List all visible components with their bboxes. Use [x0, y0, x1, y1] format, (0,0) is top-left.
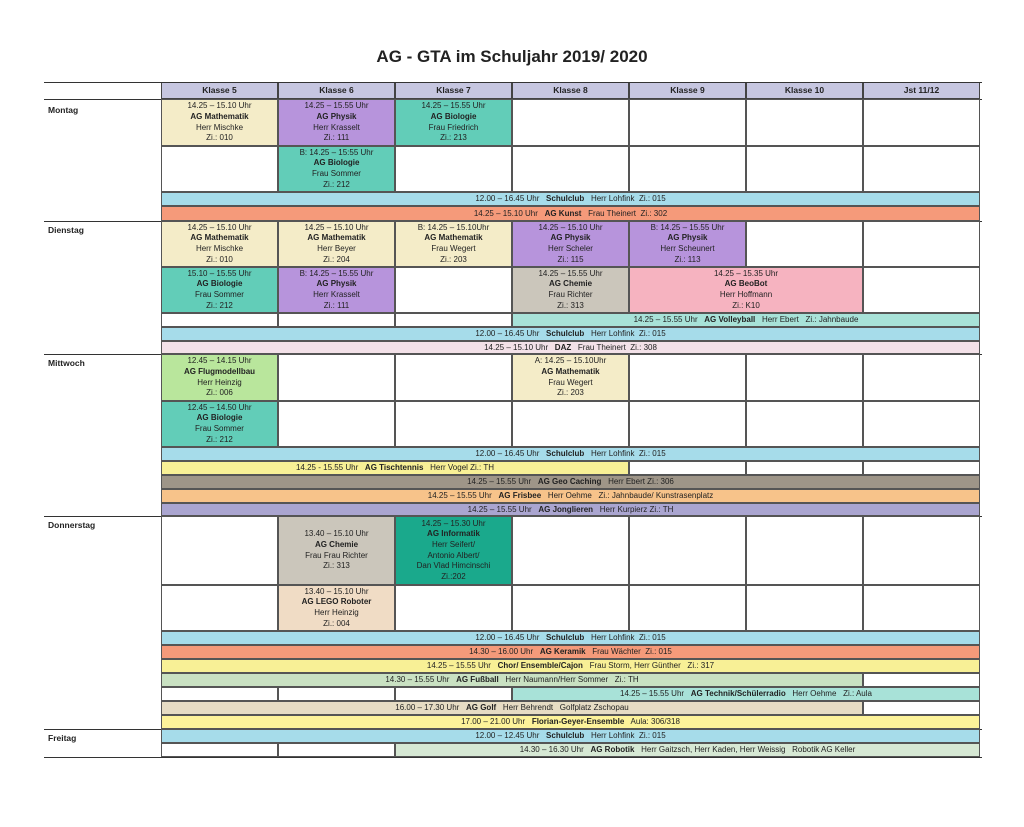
cell-di-k5: [161, 221, 278, 267]
row-mo-r1: [161, 192, 980, 206]
activity-detail: Herr Beyer: [317, 244, 356, 253]
activity-name: AG Mathematik: [424, 233, 483, 243]
empty-cell: [629, 146, 746, 192]
activity-detail: Zi.: 113: [674, 254, 701, 264]
activity-detail: Herr Krasselt: [313, 290, 360, 299]
row-detail: Herr Oehme Zi.: Aula: [792, 689, 872, 698]
activity-detail: Herr Hoffmann: [719, 290, 773, 299]
row-activity: AG Geo Caching: [537, 477, 602, 486]
activity-name: AG Physik: [550, 233, 591, 243]
row-detail: Frau Theinert Zi.: 302: [588, 209, 668, 218]
activity-detail: 14.25 – 15.55 Uhr: [421, 101, 486, 111]
cell-mo-k6b: [278, 146, 395, 192]
activity-detail: 14.25 – 15.10 Uhr: [187, 101, 252, 111]
empty-cell: [863, 401, 980, 447]
activity-detail: Zi.: 313: [557, 300, 584, 310]
cell-mi-k5: [161, 354, 278, 401]
row-time: 14.30 – 16.00 Uhr: [469, 647, 534, 656]
empty-cell: [863, 99, 980, 146]
row-activity: DAZ: [554, 343, 572, 352]
activity-detail: B: 14.25 – 15:55 Uhr: [299, 147, 374, 157]
activity-detail: Herr Scheunert: [660, 244, 715, 253]
row-di-r1: [512, 313, 980, 327]
row-time: 14.25 – 15.10 Uhr: [484, 343, 549, 352]
empty-cell: [161, 516, 278, 585]
empty-cell: [863, 673, 980, 687]
activity-detail: Dan Vlad Himcinschi: [416, 561, 491, 571]
activity-detail: Herr Mischke: [195, 122, 244, 132]
activity-name: AG Physik: [316, 111, 357, 121]
activity-detail: Zi.: 111: [323, 133, 350, 143]
day-label-freitag: Freitag: [48, 733, 77, 743]
row-do-r1: [161, 631, 980, 645]
row-detail: Herr Ebert Zi.: Jahnbaude: [761, 315, 859, 324]
empty-cell: [161, 146, 278, 192]
row-activity: Florian-Geyer-Ensemble: [531, 717, 625, 726]
row-detail: Herr Oehme Zi.: Jahnbaude/ Kunstrasenplatz: [547, 491, 714, 500]
empty-cell: [629, 516, 746, 585]
activity-detail: Frau Sommer: [195, 424, 244, 433]
activity-detail: Herr Krasselt: [313, 122, 360, 132]
header-klasse-10: Klasse 10: [746, 82, 863, 99]
row-time: 12.00 – 16.45 Uhr: [475, 449, 540, 458]
row-fr-r2: [395, 743, 980, 757]
activity-detail: 13.40 – 15.10 Uhr: [304, 529, 369, 539]
empty-cell: [629, 461, 746, 475]
activity-detail: Herr Seifert/: [431, 539, 476, 549]
cell-do-k6b: [278, 585, 395, 631]
header-klasse-8: Klasse 8: [512, 82, 629, 99]
row-detail: Herr Lohfink Zi.: 015: [590, 633, 666, 642]
activity-detail: 12.45 – 14.15 Uhr: [187, 356, 252, 366]
row-mi-r2: [161, 461, 629, 475]
empty-cell: [278, 401, 395, 447]
activity-detail: Zi.: 004: [323, 618, 350, 628]
row-time: 17.00 – 21.00 Uhr: [461, 717, 526, 726]
empty-cell: [161, 743, 278, 757]
row-time: 14.25 – 15.10 Uhr: [473, 209, 538, 218]
row-do-r2: [161, 645, 980, 659]
empty-cell: [629, 585, 746, 631]
activity-name: AG Physik: [316, 279, 357, 289]
row-mi-r1: [161, 447, 980, 461]
activity-detail: Herr Heinzig: [197, 377, 242, 387]
activity-detail: 12.45 – 14.50 Uhr: [187, 402, 252, 412]
row-activity: AG Golf: [465, 703, 497, 712]
row-di-r3: [161, 341, 980, 354]
header-klasse-6: Klasse 6: [278, 82, 395, 99]
row-detail: Herr Ebert Zi.: 306: [608, 477, 674, 486]
activity-detail: Frau Sommer: [312, 169, 361, 178]
activity-detail: Frau Friedrich: [428, 122, 479, 132]
activity-detail: Herr Scheler: [548, 244, 593, 253]
activity-detail: Zi.: 010: [206, 133, 233, 143]
row-detail: Herr Lohfink Zi.: 015: [590, 194, 666, 203]
empty-cell: [278, 687, 395, 701]
row-time: 14.25 – 15.55 Uhr: [426, 661, 491, 670]
row-activity: AG Kunst: [544, 209, 582, 218]
activity-name: AG Chemie: [314, 539, 359, 549]
empty-cell: [512, 585, 629, 631]
empty-cell: [161, 313, 278, 327]
activity-detail: 14.25 – 15.30 Uhr: [421, 518, 486, 528]
empty-cell: [746, 221, 863, 267]
activity-detail: 15.10 – 15.55 Uhr: [187, 268, 252, 278]
activity-name: AG Mathematik: [190, 111, 249, 121]
row-activity: Chor/ Ensemble/Cajon: [497, 661, 583, 670]
row-time: 12.00 – 12.45 Uhr: [475, 731, 540, 740]
row-time: 12.00 – 16.45 Uhr: [475, 329, 540, 338]
row-detail: Aula: 306/318: [630, 717, 680, 726]
activity-name: AG Biologie: [196, 279, 243, 289]
activity-name: AG Biologie: [430, 111, 477, 121]
activity-detail: Zi.: 313: [323, 561, 350, 571]
header-klasse-7: Klasse 7: [395, 82, 512, 99]
empty-cell: [863, 267, 980, 313]
row-detail: Frau Wächter Zi.: 015: [592, 647, 672, 656]
activity-name: AG Biologie: [313, 158, 360, 168]
activity-detail: Frau Sommer: [195, 290, 244, 299]
activity-detail: 13.40 – 15.10 Uhr: [304, 586, 369, 596]
activity-name: AG Informatik: [427, 529, 480, 539]
row-activity: Schulclub: [546, 731, 585, 740]
row-fr-r1: [161, 729, 980, 743]
empty-cell: [395, 401, 512, 447]
empty-cell: [863, 585, 980, 631]
empty-cell: [746, 401, 863, 447]
activity-detail: B: 14.25 – 15.10Uhr: [417, 222, 490, 232]
activity-detail: A: 14.25 – 15.10Uhr: [534, 356, 607, 366]
empty-cell: [395, 585, 512, 631]
empty-cell: [161, 585, 278, 631]
cell-mi-k5b: [161, 401, 278, 447]
empty-cell: [746, 99, 863, 146]
row-activity: AG Volleyball: [704, 315, 756, 324]
row-detail: Frau Storm, Herr Günther Zi.: 317: [589, 661, 715, 670]
empty-cell: [512, 516, 629, 585]
row-time: 14.25 – 15.55 Uhr: [427, 491, 492, 500]
activity-detail: Zi.: 213: [440, 133, 467, 143]
row-activity: AG Fußball: [456, 675, 499, 684]
row-time: 14.30 – 16.30 Uhr: [519, 745, 584, 754]
row-time: 14.25 – 15.55 Uhr: [633, 315, 698, 324]
row-mo-r2: [161, 206, 980, 221]
row-detail: Herr Naumann/Herr Sommer Zi.: TH: [505, 675, 639, 684]
page-title: AG - GTA im Schuljahr 2019/ 2020: [376, 47, 648, 66]
activity-detail: Zi.: K10: [732, 300, 760, 310]
row-time: 14.25 – 15.55 Uhr: [467, 505, 532, 514]
activity-name: AG Chemie: [548, 279, 593, 289]
empty-cell: [512, 99, 629, 146]
empty-cell: [161, 687, 278, 701]
cell-di-k5b: [161, 267, 278, 313]
activity-detail: B: 14.25 – 15.55 Uhr: [650, 222, 725, 232]
cell-mo-k6: [278, 99, 395, 146]
cell-di-k8b: [512, 267, 629, 313]
row-activity: Schulclub: [546, 194, 585, 203]
row-detail: Herr Vogel Zi.: TH: [430, 463, 494, 472]
row-time: 12.00 – 16.45 Uhr: [475, 633, 540, 642]
empty-cell: [395, 354, 512, 401]
row-detail: Herr Kurpierz Zi.: TH: [599, 505, 674, 514]
row-mi-r4: [161, 489, 980, 503]
row-time: 14.25 - 15.55 Uhr: [295, 463, 359, 472]
empty-cell: [629, 354, 746, 401]
row-activity: AG Robotik: [590, 745, 635, 754]
row-time: 14.30 – 15.55 Uhr: [385, 675, 450, 684]
activity-detail: Zi.: 006: [206, 388, 233, 398]
empty-cell: [863, 701, 980, 715]
activity-detail: 14.25 – 15.55 Uhr: [304, 101, 369, 111]
row-detail: Herr Gaitzsch, Herr Kaden, Herr Weissig Robotik AG Keller: [641, 745, 856, 754]
activity-name: AG Physik: [667, 233, 708, 243]
empty-cell: [746, 516, 863, 585]
row-detail: Herr Lohfink Zi.: 015: [590, 731, 666, 740]
activity-detail: Zi.:202: [441, 571, 466, 581]
empty-cell: [863, 516, 980, 585]
row-mi-r3: [161, 475, 980, 489]
empty-cell: [395, 687, 512, 701]
cell-di-k6: [278, 221, 395, 267]
day-label-mittwoch: Mittwoch: [48, 358, 85, 368]
cell-di-k910: [629, 267, 863, 313]
row-divider: [44, 82, 982, 83]
activity-detail: 14.25 – 15.55 Uhr: [538, 268, 603, 278]
empty-cell: [395, 313, 512, 327]
cell-do-k7: [395, 516, 512, 585]
empty-cell: [746, 354, 863, 401]
header-klasse-9: Klasse 9: [629, 82, 746, 99]
row-detail: Herr Lohfink Zi.: 015: [590, 329, 666, 338]
activity-detail: Herr Heinzig: [314, 608, 359, 617]
day-label-montag: Montag: [48, 105, 79, 115]
empty-cell: [863, 354, 980, 401]
cell-di-k6b: [278, 267, 395, 313]
activity-name: AG Biologie: [196, 413, 243, 423]
activity-detail: Frau Frau Richter: [305, 550, 368, 560]
row-time: 12.00 – 16.45 Uhr: [475, 194, 540, 203]
activity-detail: Frau Wegert: [431, 244, 476, 253]
activity-detail: B: 14.25 – 15.55 Uhr: [299, 268, 374, 278]
activity-detail: Zi.: 204: [323, 254, 350, 264]
activity-detail: Frau Wegert: [548, 377, 593, 387]
empty-cell: [512, 146, 629, 192]
row-do-r3: [161, 659, 980, 673]
row-time: 14.25 – 15.55 Uhr: [620, 689, 685, 698]
empty-cell: [746, 146, 863, 192]
empty-cell: [629, 401, 746, 447]
row-activity: AG Jonglieren: [538, 505, 594, 514]
activity-detail: Zi.: 203: [557, 388, 584, 398]
row-activity: AG Keramik: [539, 647, 586, 656]
empty-cell: [278, 313, 395, 327]
empty-cell: [863, 461, 980, 475]
cell-mo-k7: [395, 99, 512, 146]
row-activity: AG Frisbee: [498, 491, 542, 500]
empty-cell: [746, 461, 863, 475]
cell-mi-k8: [512, 354, 629, 401]
activity-detail: Zi.: 111: [323, 300, 350, 310]
header-jst-11-12: Jst 11/12: [863, 82, 980, 99]
row-mi-r5: [161, 503, 980, 516]
empty-cell: [863, 221, 980, 267]
empty-cell: [863, 146, 980, 192]
activity-detail: Zi.: 010: [206, 254, 233, 264]
cell-di-k9: [629, 221, 746, 267]
row-detail: Herr Behrendt Golfplatz Zschopau: [502, 703, 629, 712]
row-activity: Schulclub: [546, 633, 585, 642]
row-do-r6: [161, 701, 863, 715]
activity-detail: 14.25 – 15.35 Uhr: [713, 268, 779, 278]
activity-detail: Zi.: 203: [440, 254, 467, 264]
row-do-r4: [161, 673, 863, 687]
activity-name: AG BeoBot: [724, 279, 768, 289]
cell-di-k8: [512, 221, 629, 267]
activity-detail: Herr Mischke: [195, 244, 244, 253]
activity-detail: Zi.: 212: [206, 300, 233, 310]
row-time: 16.00 – 17.30 Uhr: [395, 703, 460, 712]
row-activity: Schulclub: [546, 329, 585, 338]
empty-cell: [629, 99, 746, 146]
empty-cell: [278, 743, 395, 757]
row-activity: AG Tischtennis: [364, 463, 424, 472]
activity-detail: 14.25 – 15.10 Uhr: [187, 222, 252, 232]
activity-name: AG Mathematik: [541, 366, 600, 376]
empty-cell: [395, 267, 512, 313]
row-time: 14.25 – 15.55 Uhr: [467, 477, 532, 486]
activity-name: AG LEGO Roboter: [301, 597, 372, 607]
activity-detail: Frau Richter: [548, 290, 593, 299]
activity-name: AG Mathematik: [307, 233, 366, 243]
activity-name: AG Flugmodellbau: [183, 366, 256, 376]
header-klasse-5: Klasse 5: [161, 82, 278, 99]
activity-detail: Antonio Albert/: [427, 550, 480, 560]
activity-detail: Zi.: 212: [323, 179, 350, 189]
activity-detail: Zi.: 212: [206, 434, 233, 444]
empty-cell: [746, 585, 863, 631]
empty-cell: [512, 401, 629, 447]
row-activity: AG Technik/Schülerradio: [690, 689, 786, 698]
activity-detail: 14.25 – 15.10 Uhr: [304, 222, 369, 232]
row-activity: Schulclub: [546, 449, 585, 458]
empty-cell: [395, 146, 512, 192]
activity-name: AG Mathematik: [190, 233, 249, 243]
cell-do-k6: [278, 516, 395, 585]
day-label-dienstag: Dienstag: [48, 225, 84, 235]
row-detail: Herr Lohfink Zi.: 015: [590, 449, 666, 458]
row-di-r2: [161, 327, 980, 341]
day-label-donnerstag: Donnerstag: [48, 520, 96, 530]
activity-detail: Zi.: 115: [557, 254, 584, 264]
empty-cell: [278, 354, 395, 401]
row-do-r5: [512, 687, 980, 701]
cell-di-k7: [395, 221, 512, 267]
row-divider: [44, 757, 982, 758]
row-detail: Frau Theinert Zi.: 308: [577, 343, 657, 352]
activity-detail: 14.25 – 15.10 Uhr: [538, 222, 603, 232]
row-do-r7: [161, 715, 980, 729]
cell-mo-k5: [161, 99, 278, 146]
